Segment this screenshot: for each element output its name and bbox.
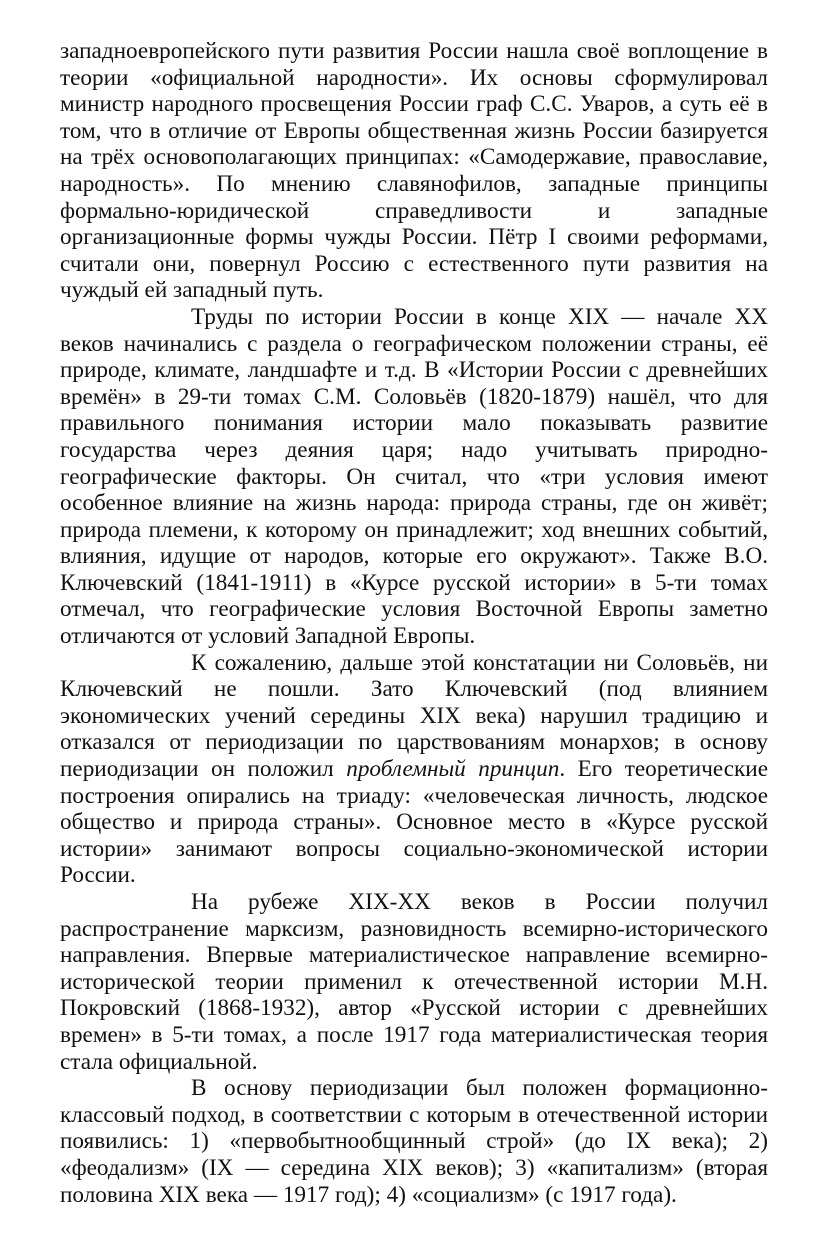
paragraph-4: На рубеже XIX-XX веков в России получил распространение марксизм, разновидность всемирно-исторического направления. Впервые материалистическое направление всемирно-исторической теории применил к отечественной истории М.Н. Покровский (1868-1932), автор «Русской истории с древнейших времен» в 5-ти томах, а после 1917 года материалистическая теория стала официальной. bbox=[60, 889, 768, 1075]
paragraph-2: Труды по истории России в конце XIX — начале XX веков начинались с раздела о географическом положении страны, её природе, климате, ландшафте и т.д. В «Истории России с древнейших времён» в 29-ти томах С.М. Соловьёв (1820-1879) нашёл, что для правильного понимания истории мало показывать развитие государства через деяния царя; надо учитывать природно-географические факторы. Он считал, что «три условия имеют особенное влияние на жизнь народа: природа страны, где он живёт; природа племени, к которому он принадлежит; ход внешних событий, влияния, идущие от народов, которые его окружают». Также В.О. Ключевский (1841-1911) в «Курсе русской истории» в 5-ти томах отмечал, что географические условия Восточной Европы заметно отличаются от условий Западной Европы. bbox=[60, 303, 768, 650]
italic-term: проблемный принцип bbox=[346, 756, 560, 783]
paragraph-3-text-before: К сожалению, дальше этой констатации ни Соловьёв, ни Ключевский не пошли. Зато Ключевский (под влиянием экономических учений середины XIX века) нарушил традицию и отказался от периодизации по царствованиям монархов; в основу периодизации он положил bbox=[60, 649, 768, 783]
paragraph-3-text-after: . Его теоретические построения опирались на триаду: «человеческая личность, людское общество и природа страны». Основное место в «Курсе русской истории» занимают вопросы социально-экономической истории России. bbox=[60, 756, 768, 889]
document-page bbox=[60, 38, 768, 1208]
paragraph-3 bbox=[60, 650, 768, 889]
paragraph-1: западноевропейского пути развития России нашла своё воплощение в теории «официальной народности». Их основы сформулировал министр народного просвещения России граф С.С. Уваров, а суть её в том, что в отличие от Европы общественная жизнь России базируется на трёх основополагающих принципах: «Самодержавие, православие, народность». По мнению славянофилов, западные принципы формально-юридической справедливости и западные организационные формы чужды России. Пётр I своими реформами, считали они, повернул Россию с естественного пути развития на чуждый ей западный путь. bbox=[60, 38, 768, 304]
paragraph-5: В основу периодизации был положен формационно-классовый подход, в соответствии с которым в отечественной истории появились: 1) «первобытнообщинный строй» (до IX века); 2) «феодализм» (IX — середина XIX веков); 3) «капитализм» (вторая половина XIX века — 1917 год); 4) «социализм» (с 1917 года). bbox=[60, 1075, 768, 1208]
